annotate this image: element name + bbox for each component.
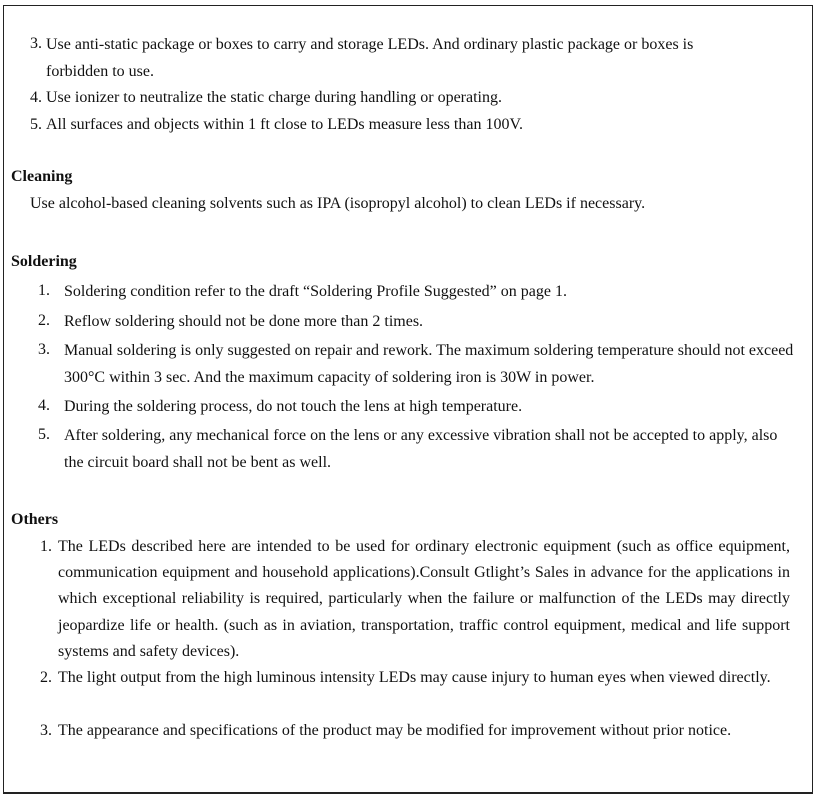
list-item-line: Use anti-static package or boxes to carry and storage LEDs. And ordinary plastic package or boxes is xyxy=(46,36,694,53)
list-number: 3. xyxy=(40,722,52,739)
list-number: 1. xyxy=(40,538,52,555)
section-heading-cleaning: Cleaning xyxy=(11,168,73,185)
list-item xyxy=(46,32,693,85)
list-item: Manual soldering is only suggested on repair and rework. The maximum soldering temperature should not exceed 300°C within 3 sec. And the maximum capacity of soldering iron is 30W in power. xyxy=(64,342,794,386)
list-item: The light output from the high luminous intensity LEDs may cause injury to human eyes when viewed directly. xyxy=(58,669,771,686)
list-item: Soldering condition refer to the draft “Soldering Profile Suggested” on page 1. xyxy=(64,283,567,300)
list-number: 5. xyxy=(38,426,50,443)
section-heading-others: Others xyxy=(11,511,59,528)
list-item: All surfaces and objects within 1 ft close to LEDs measure less than 100V. xyxy=(46,116,523,133)
list-item: During the soldering process, do not touch the lens at high temperature. xyxy=(64,398,523,415)
cleaning-text: Use alcohol-based cleaning solvents such as IPA (isopropyl alcohol) to clean LEDs if necessary. xyxy=(30,195,646,212)
list-number: 3. xyxy=(30,35,42,52)
list-item: The LEDs described here are intended to be used for ordinary electronic equipment (such as office equipment, communication equipment and household applications).Consult Gtlight’s Sales in advance for the applications in which exceptional reliability is required, particularly when the failure or malfunction of the LEDs may directly jeopardize life or health. (such as in aviation, transportation, traffic control equipment, medical and life support systems and safety devices). xyxy=(58,538,790,660)
list-number: 1. xyxy=(38,282,50,299)
list-number: 3. xyxy=(38,341,50,358)
list-number: 4. xyxy=(30,89,42,106)
list-number: 2. xyxy=(38,312,50,329)
list-number: 5. xyxy=(30,116,42,133)
list-number: 2. xyxy=(40,669,52,686)
section-heading-soldering: Soldering xyxy=(11,253,77,270)
list-item: Reflow soldering should not be done more than 2 times. xyxy=(64,313,424,330)
list-item: The appearance and specifications of the product may be modified for improvement without prior notice. xyxy=(58,722,732,739)
list-item: Use ionizer to neutralize the static charge during handling or operating. xyxy=(46,89,502,106)
list-item-line: forbidden to use. xyxy=(46,62,154,80)
list-item: After soldering, any mechanical force on the lens or any excessive vibration shall not be accepted to apply, also the circuit board shall not be bent as well. xyxy=(64,427,778,471)
list-number: 4. xyxy=(38,397,50,414)
